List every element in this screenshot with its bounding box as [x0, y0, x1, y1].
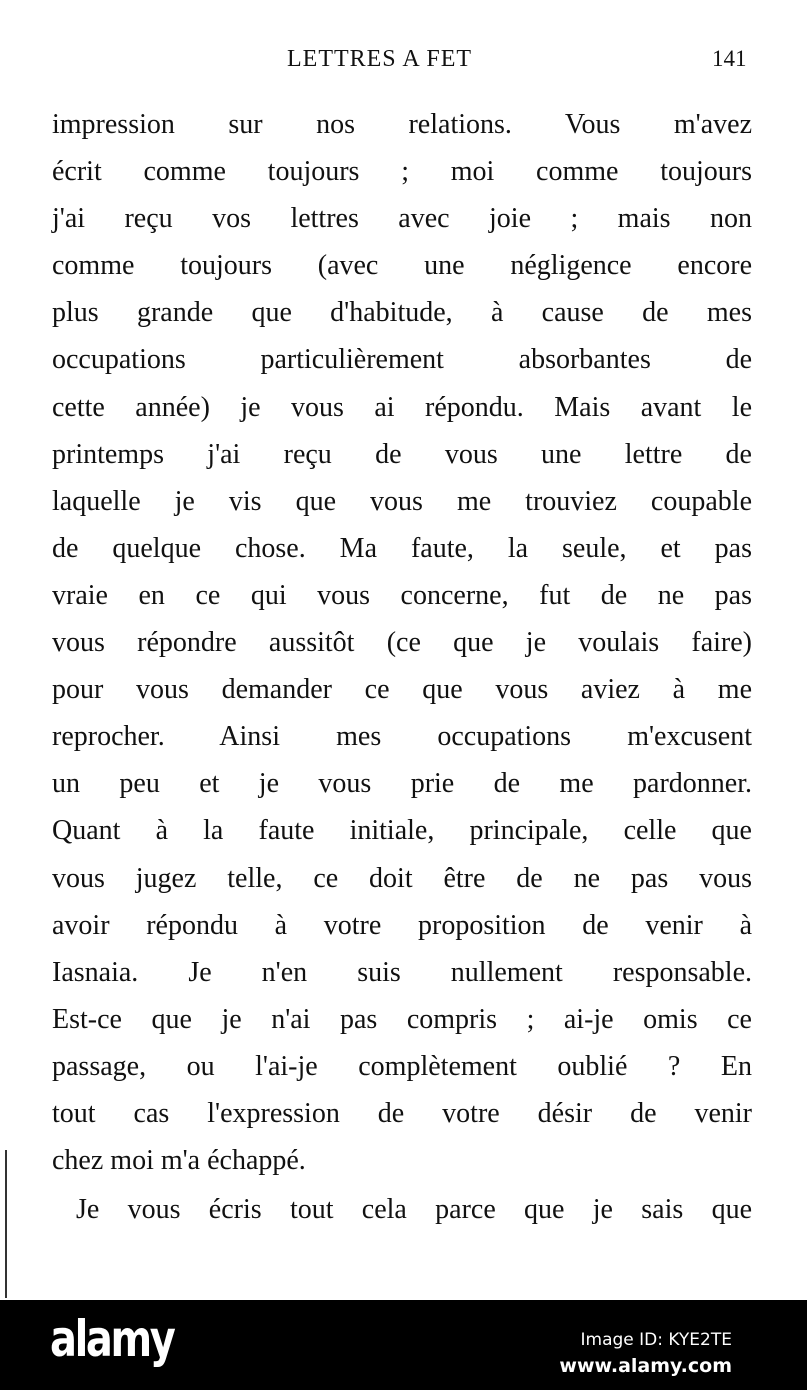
paragraph-2	[76, 1190, 752, 1237]
text-line: vous répondre aussitôt (ce que je voulais faire)	[52, 627, 752, 659]
text-line: Quant à la faute initiale, principale, celle que	[52, 815, 752, 847]
text-line: cette année) je vous ai répondu. Mais avant le	[52, 391, 752, 423]
text-line: passage, ou l'ai-je complètement oublié ? En	[52, 1050, 752, 1082]
text-line: pour vous demander ce que vous aviez à me	[52, 674, 752, 706]
alamy-logo: alamy	[50, 1310, 174, 1368]
text-line: impression sur nos relations. Vous m'avez	[52, 109, 752, 140]
text-line: avoir répondu à votre proposition de venir à	[52, 909, 752, 941]
text-line: de quelque chose. Ma faute, la seule, et pas	[52, 532, 752, 564]
watermark-footer	[0, 1300, 807, 1390]
text-line: comme toujours (avec une négligence encore	[52, 250, 752, 282]
text-line: printemps j'ai reçu de vous une lettre de	[52, 438, 752, 470]
text-line: j'ai reçu vos lettres avec joie ; mais non	[52, 203, 752, 235]
text-line: occupations particulièrement absorbantes de	[52, 344, 752, 376]
text-line: Je vous écris tout cela parce que je sais que	[76, 1194, 752, 1225]
text-line: tout cas l'expression de votre désir de venir	[52, 1097, 752, 1129]
paragraph-1	[52, 105, 752, 1188]
site-url: www.alamy.com	[559, 1355, 732, 1377]
text-line: un peu et je vous prie de me pardonner.	[52, 768, 752, 800]
text-line: Est-ce que je n'ai pas compris ; ai-je omis ce	[52, 1003, 752, 1035]
text-line: vous jugez telle, ce doit être de ne pas vous	[52, 862, 752, 894]
page-number: 141	[712, 46, 747, 71]
margin-rule	[5, 1150, 7, 1298]
text-line: laquelle je vis que vous me trouviez coupable	[52, 485, 752, 517]
text-line: vraie en ce qui vous concerne, fut de ne pas	[52, 579, 752, 611]
page-header	[0, 44, 807, 80]
image-id: Image ID: KYE2TE	[580, 1330, 732, 1350]
text-line: reprocher. Ainsi mes occupations m'excusent	[52, 721, 752, 753]
running-title: LETTRES A FET	[287, 46, 473, 72]
text-line: écrit comme toujours ; moi comme toujours	[52, 156, 752, 188]
text-line: Iasnaia. Je n'en suis nullement responsable.	[52, 956, 752, 988]
text-line: chez moi m'a échappé.	[52, 1145, 306, 1177]
text-line: plus grande que d'habitude, à cause de mes	[52, 297, 752, 329]
